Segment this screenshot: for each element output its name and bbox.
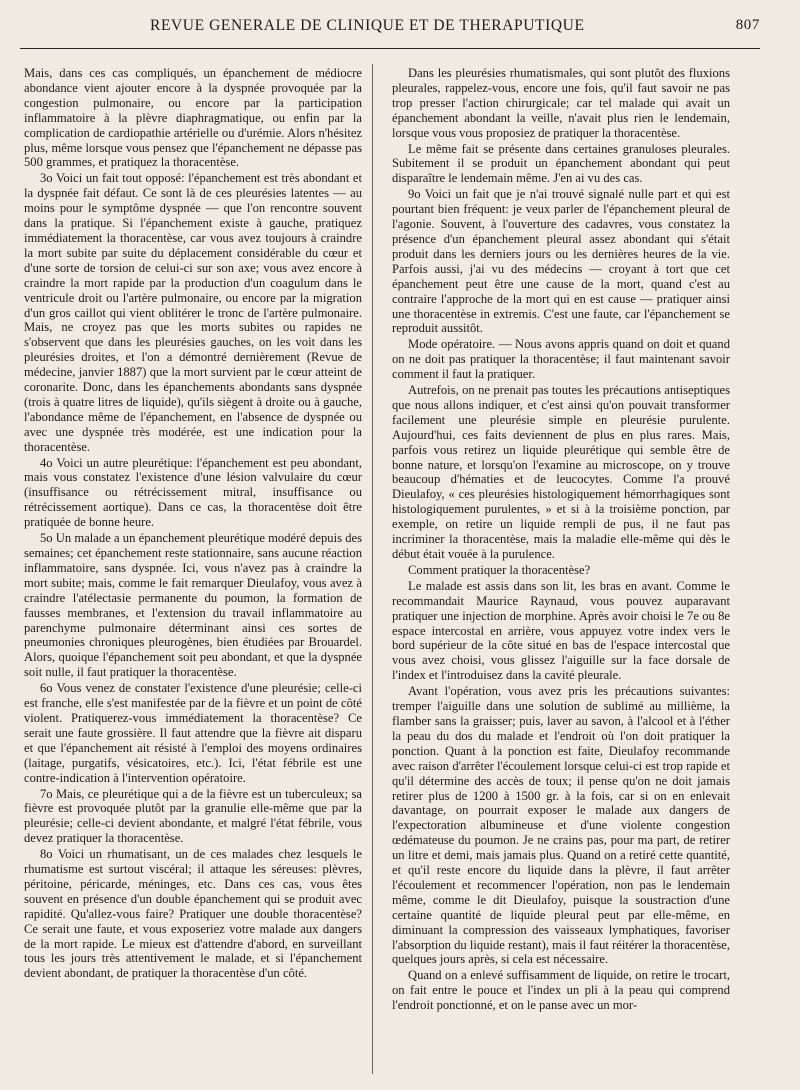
paragraph: 4o Voici un autre pleurétique: l'épanchement est peu abondant, mais vous constatez l'existence d'une lésion valvulaire du cœur (insuffisance ou rétrécissement mitral, insuffisance ou rétrécissement aortique). Dans ce cas, la thoracentèse doit être pratiquée de bonne heure. (24, 455, 362, 530)
paragraph: Autrefois, on ne prenait pas toutes les précautions antiseptiques que nous allons indiquer, et c'est ainsi qu'on pouvait transformer facilement une pleurésie simple en pleurésie purulente. Aujourd'hui, ces faits deviennent de plus en plus rares. Mais, parfois vous retirez un liquide pleurétique qui semble être de bonne nature, et lorsqu'on l'examine au microscope, on y trouve beaucoup d'hématies et de leucocytes. Comme l'a prouvé Dieulafoy, « ces pleurésies histologiquement hémorrhagiques sont histologiquement purulentes, » et si à la troisième ponction, par exemple, on retire un liquide rempli de pus, il ne faut pas incriminer la thoracentèse, mais la maladie elle-même qui dès le début était vouée à la purulence. (392, 383, 730, 561)
right-column (392, 66, 730, 1014)
paragraph: Le même fait se présente dans certaines granuloses pleurales. Subitement il se produit un épanchement abondant qui peut disparaître le lendemain même. J'en ai vu des cas. (392, 141, 730, 186)
column-divider (372, 64, 373, 1074)
subheading: Comment pratiquer la thoracentèse? (408, 562, 591, 577)
header-rule (20, 48, 760, 49)
paragraph: Dans les pleurésies rhumatismales, qui sont plutôt des fluxions pleurales, rappelez-vous, encore une fois, qu'il faut savoir ne pas trop presser l'action chirurgicale; car tel malade qui avait un épanchement abondant la veille, n'avait plus rien le lendemain, lorsque vous vous proposiez de pratiquer la thoracentèse. (392, 66, 730, 140)
paragraph: 8o Voici un rhumatisant, un de ces malades chez lesquels le rhumatisme est surtout viscéral; il attaque les séreuses: plèvres, péritoine, péricarde, méninges, etc. Dans ces cas, vous êtes souvent en présence d'un double épanchement qui se produit avec rapidité. Qu'allez-vous faire? Pratiquer une double thoracentèse? Ce serait une faute, et vous exposeriez votre malade aux dangers de la mort rapide. Le mieux est d'attendre d'abord, en surveillant tous les jours très attentivement le malade, et si l'épanchement devient abondant, de pratiquer la thoracentèse d'un côté. (24, 847, 362, 981)
paragraph: 5o Un malade a un épanchement pleurétique modéré depuis des semaines; cet épanchement reste stationnaire, sans aucune réaction inflammatoire, sans dyspnée. Ici, vous n'avez pas à craindre la mort subite; mais, comme le fait remarquer Dieulafoy, vous avez à craindre l'atélectasie permanente du poumon, la formation de fausses membranes, et l'extension du travail inflammatoire au parenchyme pulmonaire déterminant ainsi ces sortes de pneumonies chroniques pleurogènes, bien étudiées par Brouardel. Alors, quoique l'épanchement soit peu abondant, et que la dyspnée soit nulle, il faut pratiquer la thoracentèse. (24, 531, 362, 680)
running-header (20, 14, 760, 38)
paragraph: 9o Voici un fait que je n'ai trouvé signalé nulle part et qui est pourtant bien fréquent: je veux parler de l'épanchement pleural de l'agonie. Souvent, à l'ouverture des cadavres, vous constatez la présence d'un épanchement pleural assez abondant qui s'était produit dans les derniers jours ou les dernières heures de la vie. Parfois aussi, j'ai vu des médecins — croyant à tort que cet épanchement peut être une cause de la mort, quand c'est au contraire l'approche de la mort qui en est cause — pratiquer ainsi une thoracentèse in extremis. C'est une faute, car l'épanchement se reproduit aussitôt. (392, 187, 730, 336)
paragraph: 6o Vous venez de constater l'existence d'une pleurésie; celle-ci est franche, elle s'est manifestée par de la fièvre et un point de côté violent. Pratiquerez-vous immédiatement la thoracentèse? Ce serait une faute grossière. Il faut attendre que la fièvre ait disparu et que l'épanchement ait résisté à l'emploi des moyens ordinaires (laitage, purgatifs, vésicatoires, etc.). Ici, l'état fébrile est une contre-indication à l'intervention opératoire. (24, 681, 362, 785)
left-column (24, 66, 362, 982)
paragraph: Mais, dans ces cas compliqués, un épanchement de médiocre abondance vient ajouter encore à la dyspnée provoquée par la congestion pulmonaire, ou encore par la participation inflammatoire à la plèvre diaphragmatique, ou enfin par la complication de cardiopathie artérielle ou d'urémie. Alors n'hésitez plus, même lorsque vous pensez que l'épanchement ne dépasse pas 500 grammes, et pratiquez la thoracentèse. (24, 66, 362, 170)
section-paragraph-mode-operatoire: Mode opératoire. — Nous avons appris quand on doit et quand on ne doit pas pratiquer la thoracentèse; il faut maintenant savoir comment il faut la pratiquer. (392, 337, 730, 382)
paragraph: Quand on a enlevé suffisamment de liquide, on retire le trocart, on fait entre le pouce et l'index un pli à la peau qui comprend l'endroit ponctionné, et on le panse avec un mor- (392, 968, 730, 1013)
paragraph: Avant l'opération, vous avez pris les précautions suivantes: tremper l'aiguille dans une solution de sublimé au millième, la flamber sans la graisser; puis, laver au savon, à l'alcool et à l'éther la peau du dos du malade et l'endroit où l'on doit pratiquer la ponction. Quant à la ponction est faite, Dieulafoy recommande avec raison d'arrêter l'écoulement lorsque celui-ci est trop rapide et qu'il détermine des accès de toux; il pense qu'on ne doit jamais retirer plus de 1200 à 1500 gr. à la fois, car si on en enlevait davantage, on pourrait exposer le malade aux dangers de l'expectoration albumineuse et d'une violente congestion œdémateuse du poumon. Je ne crains pas, pour ma part, de retirer un litre et demi, mais jamais plus. Quand on a retiré cette quantité, et qu'il reste encore du liquide dans la plèvre, il faut arrêter l'écoulement et recommencer l'opération, non pas le lendemain même, comme le dit Dieulafoy, puisque la soustraction d'une certaine quantité de liquide pleural peut par elle-même, en diminuant la compression des vaisseaux lymphatiques, favoriser l'absorption du liquide restant), mais il faut réitérer la thoracentèse, quelques jours après, si cela est nécessaire. (392, 684, 730, 967)
paragraph: Le malade est assis dans son lit, les bras en avant. Comme le recommandait Maurice Raynaud, vous pouvez auparavant pratiquer une injection de morphine. Après avoir choisi le 7e ou 8e espace intercostal en arrière, vous appuyez votre index vers le bord supérieur de la côte situé en bas de l'espace intercostal que vous avez choisi, vous glissez l'aiguille sur la face dorsale de l'index et l'introduisez dans la cavité pleurale. (392, 578, 730, 683)
page-number: 807 (735, 17, 760, 33)
paragraph: 3o Voici un fait tout opposé: l'épanchement est très abondant et la dyspnée fait défaut. Ce sont là de ces pleurésies latentes — au moins pour le symptôme dyspnée — que l'on rencontre souvent dans la pratique. Si l'épanchement existe à gauche, pratiquez immédiatement la thoracentèse, car vous avez toujours à craindre la mort subite par suite du déplacement considérable du cœur et d'une sorte de torsion de celui-ci sur son axe; vous avez encore à craindre la mort rapide par la production d'un coagulum dans le ventricule droit ou l'artère pulmonaire, ou encore par la migration d'un gros caillot qui vient oblitérer le tronc de l'artère pulmonaire. Mais, ne croyez pas que les morts subites ou rapides ne s'observent que dans les pleurésies gauches, on les voit dans les pleurésies droites, et l'on a démontré dernièrement (Revue de médecine, janvier 1887) que la mort survient par le cœur atteint de coronarite. Donc, dans les épanchements abondants sans dyspnée (trois à quatre litres de liquide), qu'ils siègent à droite ou à gauche, l'abondance même de l'épanchement, en l'absence de dyspnée ou avec une dyspnée très modérée, est une indication pour la thoracentèse. (24, 171, 362, 454)
journal-title: REVUE GENERALE DE CLINIQUE ET DE THERAPUTIQUE (150, 17, 585, 34)
paragraph: 7o Mais, ce pleurétique qui a de la fièvre est un tuberculeux; sa fièvre est provoquée plutôt par la granulie elle-même que par la pleurésie; celle-ci devient abondante, et malgré l'état fébrile, vous devez pratiquer la thoracentèse. (24, 786, 362, 846)
